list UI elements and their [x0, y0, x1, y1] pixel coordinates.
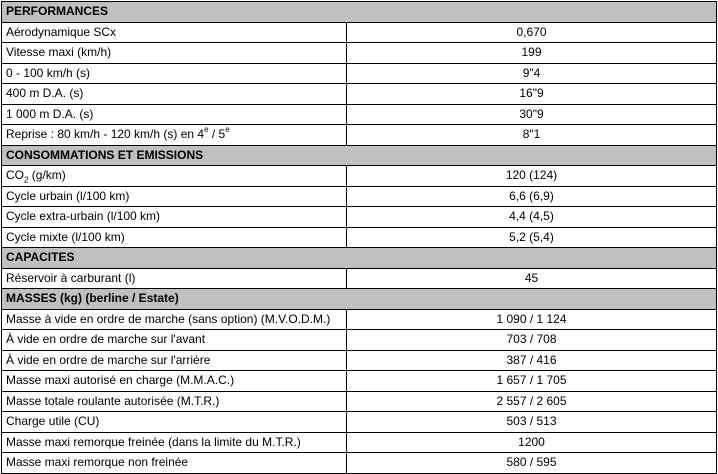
- row-value: 2 557 / 2 605: [347, 391, 717, 412]
- row-label: Vitesse maxi (km/h): [2, 43, 347, 64]
- section-title: MASSES (kg) (berline / Estate): [2, 289, 717, 310]
- table-row: [2, 166, 717, 187]
- label-text: / 5: [208, 127, 226, 142]
- row-label: 1 000 m D.A. (s): [2, 104, 347, 125]
- row-label: Masse maxi remorque freinée (dans la limite du M.T.R.): [2, 432, 347, 453]
- section-header-performances: [2, 2, 717, 23]
- row-label: 400 m D.A. (s): [2, 84, 347, 105]
- table-row: [2, 207, 717, 228]
- row-label: [2, 125, 347, 146]
- table-row: [2, 22, 717, 43]
- table-row: [2, 104, 717, 125]
- section-header-masses: [2, 289, 717, 310]
- row-label: À vide en ordre de marche sur l'arrière: [2, 350, 347, 371]
- table-row: [2, 63, 717, 84]
- row-value: 1 090 / 1 124: [347, 309, 717, 330]
- row-value: 4,4 (4,5): [347, 207, 717, 228]
- table-row: [2, 432, 717, 453]
- table-row: [2, 84, 717, 105]
- table-row: [2, 453, 717, 474]
- row-label: 0 - 100 km/h (s): [2, 63, 347, 84]
- table-row: [2, 125, 717, 146]
- row-label: Aérodynamique SCx: [2, 22, 347, 43]
- row-value: 9"4: [347, 63, 717, 84]
- table-row: [2, 391, 717, 412]
- table-row: [2, 371, 717, 392]
- label-text: (g/km): [28, 168, 66, 183]
- section-header-capacites: [2, 248, 717, 269]
- row-label: Cycle mixte (l/100 km): [2, 227, 347, 248]
- ordinal-superscript: e: [204, 125, 209, 135]
- row-value: 0,670: [347, 22, 717, 43]
- row-label: Charge utile (CU): [2, 412, 347, 433]
- label-text: CO: [6, 168, 24, 183]
- row-label: Cycle extra-urbain (l/100 km): [2, 207, 347, 228]
- row-value: 16"9: [347, 84, 717, 105]
- table-row: [2, 350, 717, 371]
- row-value: 120 (124): [347, 166, 717, 187]
- section-title: CONSOMMATIONS ET EMISSIONS: [2, 145, 717, 166]
- section-title: CAPACITES: [2, 248, 717, 269]
- ordinal-superscript: e: [225, 125, 230, 135]
- row-value: 503 / 513: [347, 412, 717, 433]
- row-value: 703 / 708: [347, 330, 717, 351]
- row-value: 45: [347, 268, 717, 289]
- row-label: [2, 166, 347, 187]
- table-row: [2, 227, 717, 248]
- row-label: Masse maxi remorque non freinée: [2, 453, 347, 474]
- table-row: [2, 412, 717, 433]
- table-row: [2, 330, 717, 351]
- row-label: Masse à vide en ordre de marche (sans option) (M.V.O.D.M.): [2, 309, 347, 330]
- row-value: 387 / 416: [347, 350, 717, 371]
- row-label: Cycle urbain (l/100 km): [2, 186, 347, 207]
- table-row: [2, 43, 717, 64]
- table-row: [2, 268, 717, 289]
- subscript: 2: [24, 175, 29, 185]
- row-value: 30"9: [347, 104, 717, 125]
- label-text: Reprise : 80 km/h - 120 km/h (s) en 4: [6, 127, 205, 142]
- row-value: 580 / 595: [347, 453, 717, 474]
- row-label: Masse totale roulante autorisée (M.T.R.): [2, 391, 347, 412]
- row-value: 5,2 (5,4): [347, 227, 717, 248]
- row-label: Réservoir à carburant (l): [2, 268, 347, 289]
- row-value: 1 657 / 1 705: [347, 371, 717, 392]
- row-label: À vide en ordre de marche sur l'avant: [2, 330, 347, 351]
- row-value: 8"1: [347, 125, 717, 146]
- table-row: [2, 186, 717, 207]
- row-value: 199: [347, 43, 717, 64]
- row-label: Masse maxi autorisé en charge (M.M.A.C.): [2, 371, 347, 392]
- section-title: PERFORMANCES: [2, 2, 717, 23]
- row-value: 1200: [347, 432, 717, 453]
- spec-table: [1, 1, 717, 474]
- row-value: 6,6 (6,9): [347, 186, 717, 207]
- section-header-consommations: [2, 145, 717, 166]
- table-row: [2, 309, 717, 330]
